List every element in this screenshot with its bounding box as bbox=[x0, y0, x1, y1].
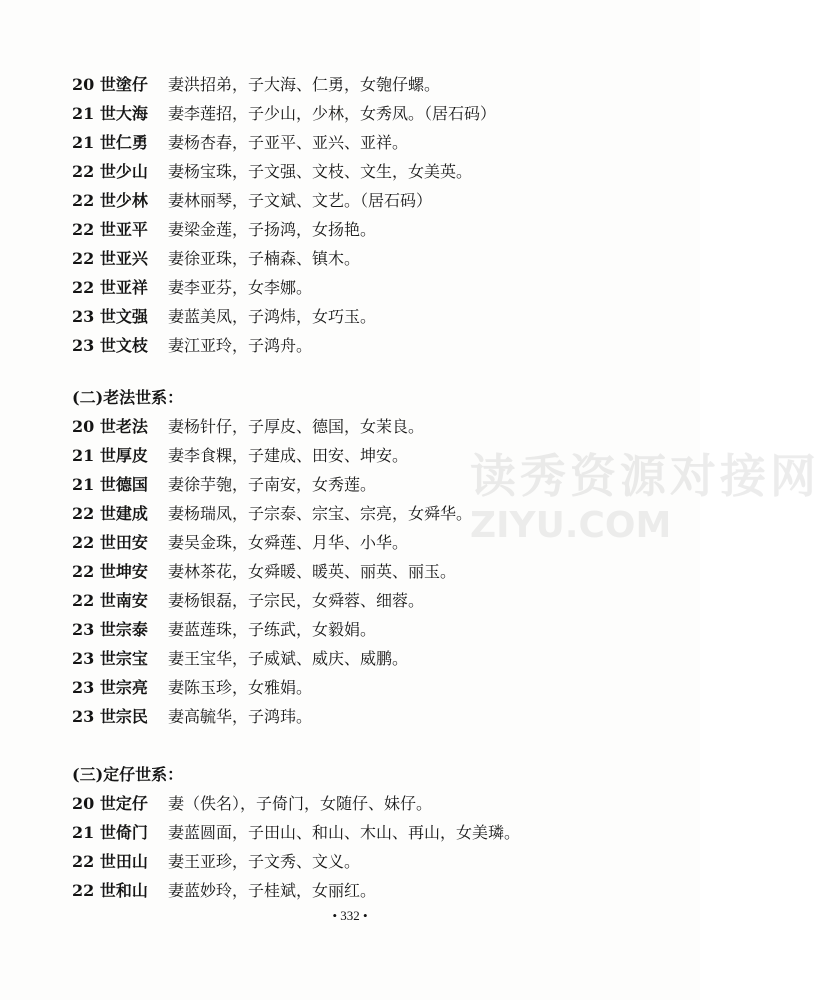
entry-description: 妻王亚珍，子文秀、文义。 bbox=[168, 852, 361, 871]
generation-name: 23 世宗泰 bbox=[72, 620, 148, 639]
genealogy-entry bbox=[72, 528, 472, 557]
entry-description: 妻杨针仔，子厚皮、德国，女茉良。 bbox=[168, 417, 425, 436]
entry-description: 妻杨宝珠，子文强、文枝、文生，女美英。 bbox=[168, 162, 473, 181]
generation-name: 21 世德国 bbox=[72, 475, 148, 494]
entry-description: 妻江亚玲，子鸿舟。 bbox=[168, 336, 313, 355]
genealogy-entry bbox=[72, 215, 496, 244]
genealogy-entry bbox=[72, 302, 496, 331]
entry-description: 妻蓝妙玲，子桂斌，女丽红。 bbox=[168, 881, 377, 900]
entry-description: 妻王宝华，子威斌、威庆、威鹏。 bbox=[168, 649, 409, 668]
generation-name: 22 世少山 bbox=[72, 162, 148, 181]
entry-description: 妻杨杏春，子亚平、亚兴、亚祥。 bbox=[168, 133, 409, 152]
generation-name: 21 世倚门 bbox=[72, 823, 148, 842]
section-heading: (二)老法世系： bbox=[72, 388, 184, 407]
generation-name: 20 世定仔 bbox=[72, 794, 148, 813]
generation-name: 22 世少林 bbox=[72, 191, 148, 210]
generation-name: 23 世文枝 bbox=[72, 336, 148, 355]
genealogy-entry bbox=[72, 847, 520, 876]
generation-name: 22 世亚祥 bbox=[72, 278, 148, 297]
generation-name: 22 世坤安 bbox=[72, 562, 148, 581]
genealogy-entry bbox=[72, 586, 472, 615]
entry-description: 妻李亚芬，女李娜。 bbox=[168, 278, 313, 297]
entry-description: 妻洪招弟，子大海、仁勇，女匏仔螺。 bbox=[168, 75, 441, 94]
entry-description: 妻林茶花，女舜暖、暖英、丽英、丽玉。 bbox=[168, 562, 457, 581]
entry-description: 妻吴金珠，女舜莲、月华、小华。 bbox=[168, 533, 409, 552]
genealogy-entry bbox=[72, 70, 496, 99]
genealogy-entry bbox=[72, 702, 472, 731]
watermark: 读秀资源对接网 bbox=[470, 449, 820, 503]
genealogy-entry bbox=[72, 412, 472, 441]
entry-description: 妻徐亚珠，子楠森、镇木。 bbox=[168, 249, 361, 268]
entry-description: 妻杨银磊，子宗民，女舜蓉、细蓉。 bbox=[168, 591, 425, 610]
generation-name: 23 世宗民 bbox=[72, 707, 148, 726]
generation-name: 21 世仁勇 bbox=[72, 133, 148, 152]
genealogy-entry bbox=[72, 557, 472, 586]
genealogy-entry bbox=[72, 644, 472, 673]
section-heading: (三)定仔世系： bbox=[72, 765, 184, 784]
entry-description: 妻李食粿，子建成、田安、坤安。 bbox=[168, 446, 409, 465]
entry-description: 妻蓝圆面，子田山、和山、木山、再山，女美璘。 bbox=[168, 823, 521, 842]
genealogy-entry bbox=[72, 186, 496, 215]
genealogy-entry bbox=[72, 273, 496, 302]
section-3 bbox=[72, 760, 520, 905]
generation-name: 22 世田山 bbox=[72, 852, 148, 871]
genealogy-entry bbox=[72, 876, 520, 905]
genealogy-entry bbox=[72, 244, 496, 273]
generation-name: 22 世亚平 bbox=[72, 220, 148, 239]
generation-name: 23 世宗宝 bbox=[72, 649, 148, 668]
generation-name: 23 世文强 bbox=[72, 307, 148, 326]
entry-description: 妻（佚名），子倚门，女随仔、妹仔。 bbox=[168, 794, 433, 813]
section-1 bbox=[72, 70, 496, 360]
genealogy-entry bbox=[72, 499, 472, 528]
generation-name: 20 世塗仔 bbox=[72, 75, 148, 94]
generation-name: 22 世亚兴 bbox=[72, 249, 148, 268]
page-number: • 332 • bbox=[332, 908, 368, 923]
watermark-url: ZIYU.COM bbox=[470, 505, 672, 546]
entry-description: 妻李莲招，子少山，少林，女秀凤。（居石码） bbox=[168, 104, 497, 123]
genealogy-entry bbox=[72, 99, 496, 128]
generation-name: 21 世大海 bbox=[72, 104, 148, 123]
generation-name: 22 世和山 bbox=[72, 881, 148, 900]
entry-description: 妻陈玉珍，女雅娟。 bbox=[168, 678, 313, 697]
generation-name: 20 世老法 bbox=[72, 417, 148, 436]
entry-description: 妻高毓华，子鸿玮。 bbox=[168, 707, 313, 726]
genealogy-entry bbox=[72, 128, 496, 157]
generation-name: 22 世南安 bbox=[72, 591, 148, 610]
genealogy-entry bbox=[72, 331, 496, 360]
genealogy-entry bbox=[72, 441, 472, 470]
generation-name: 22 世建成 bbox=[72, 504, 148, 523]
generation-name: 21 世厚皮 bbox=[72, 446, 148, 465]
entry-description: 妻蓝美凤，子鸿炜，女巧玉。 bbox=[168, 307, 377, 326]
entry-description: 妻徐芋匏，子南安，女秀莲。 bbox=[168, 475, 377, 494]
entry-description: 妻梁金莲，子扬鸿，女扬艳。 bbox=[168, 220, 377, 239]
genealogy-entry bbox=[72, 157, 496, 186]
entry-description: 妻蓝莲珠，子练武，女毅娟。 bbox=[168, 620, 377, 639]
generation-name: 22 世田安 bbox=[72, 533, 148, 552]
genealogy-entry bbox=[72, 818, 520, 847]
entry-description: 妻林丽琴，子文斌、文艺。（居石码） bbox=[168, 191, 433, 210]
genealogy-entry bbox=[72, 673, 472, 702]
generation-name: 23 世宗亮 bbox=[72, 678, 148, 697]
genealogy-entry bbox=[72, 470, 472, 499]
genealogy-entry bbox=[72, 615, 472, 644]
section-2 bbox=[72, 383, 472, 731]
entry-description: 妻杨瑞凤，子宗泰、宗宝、宗亮，女舜华。 bbox=[168, 504, 473, 523]
genealogy-entry bbox=[72, 789, 520, 818]
